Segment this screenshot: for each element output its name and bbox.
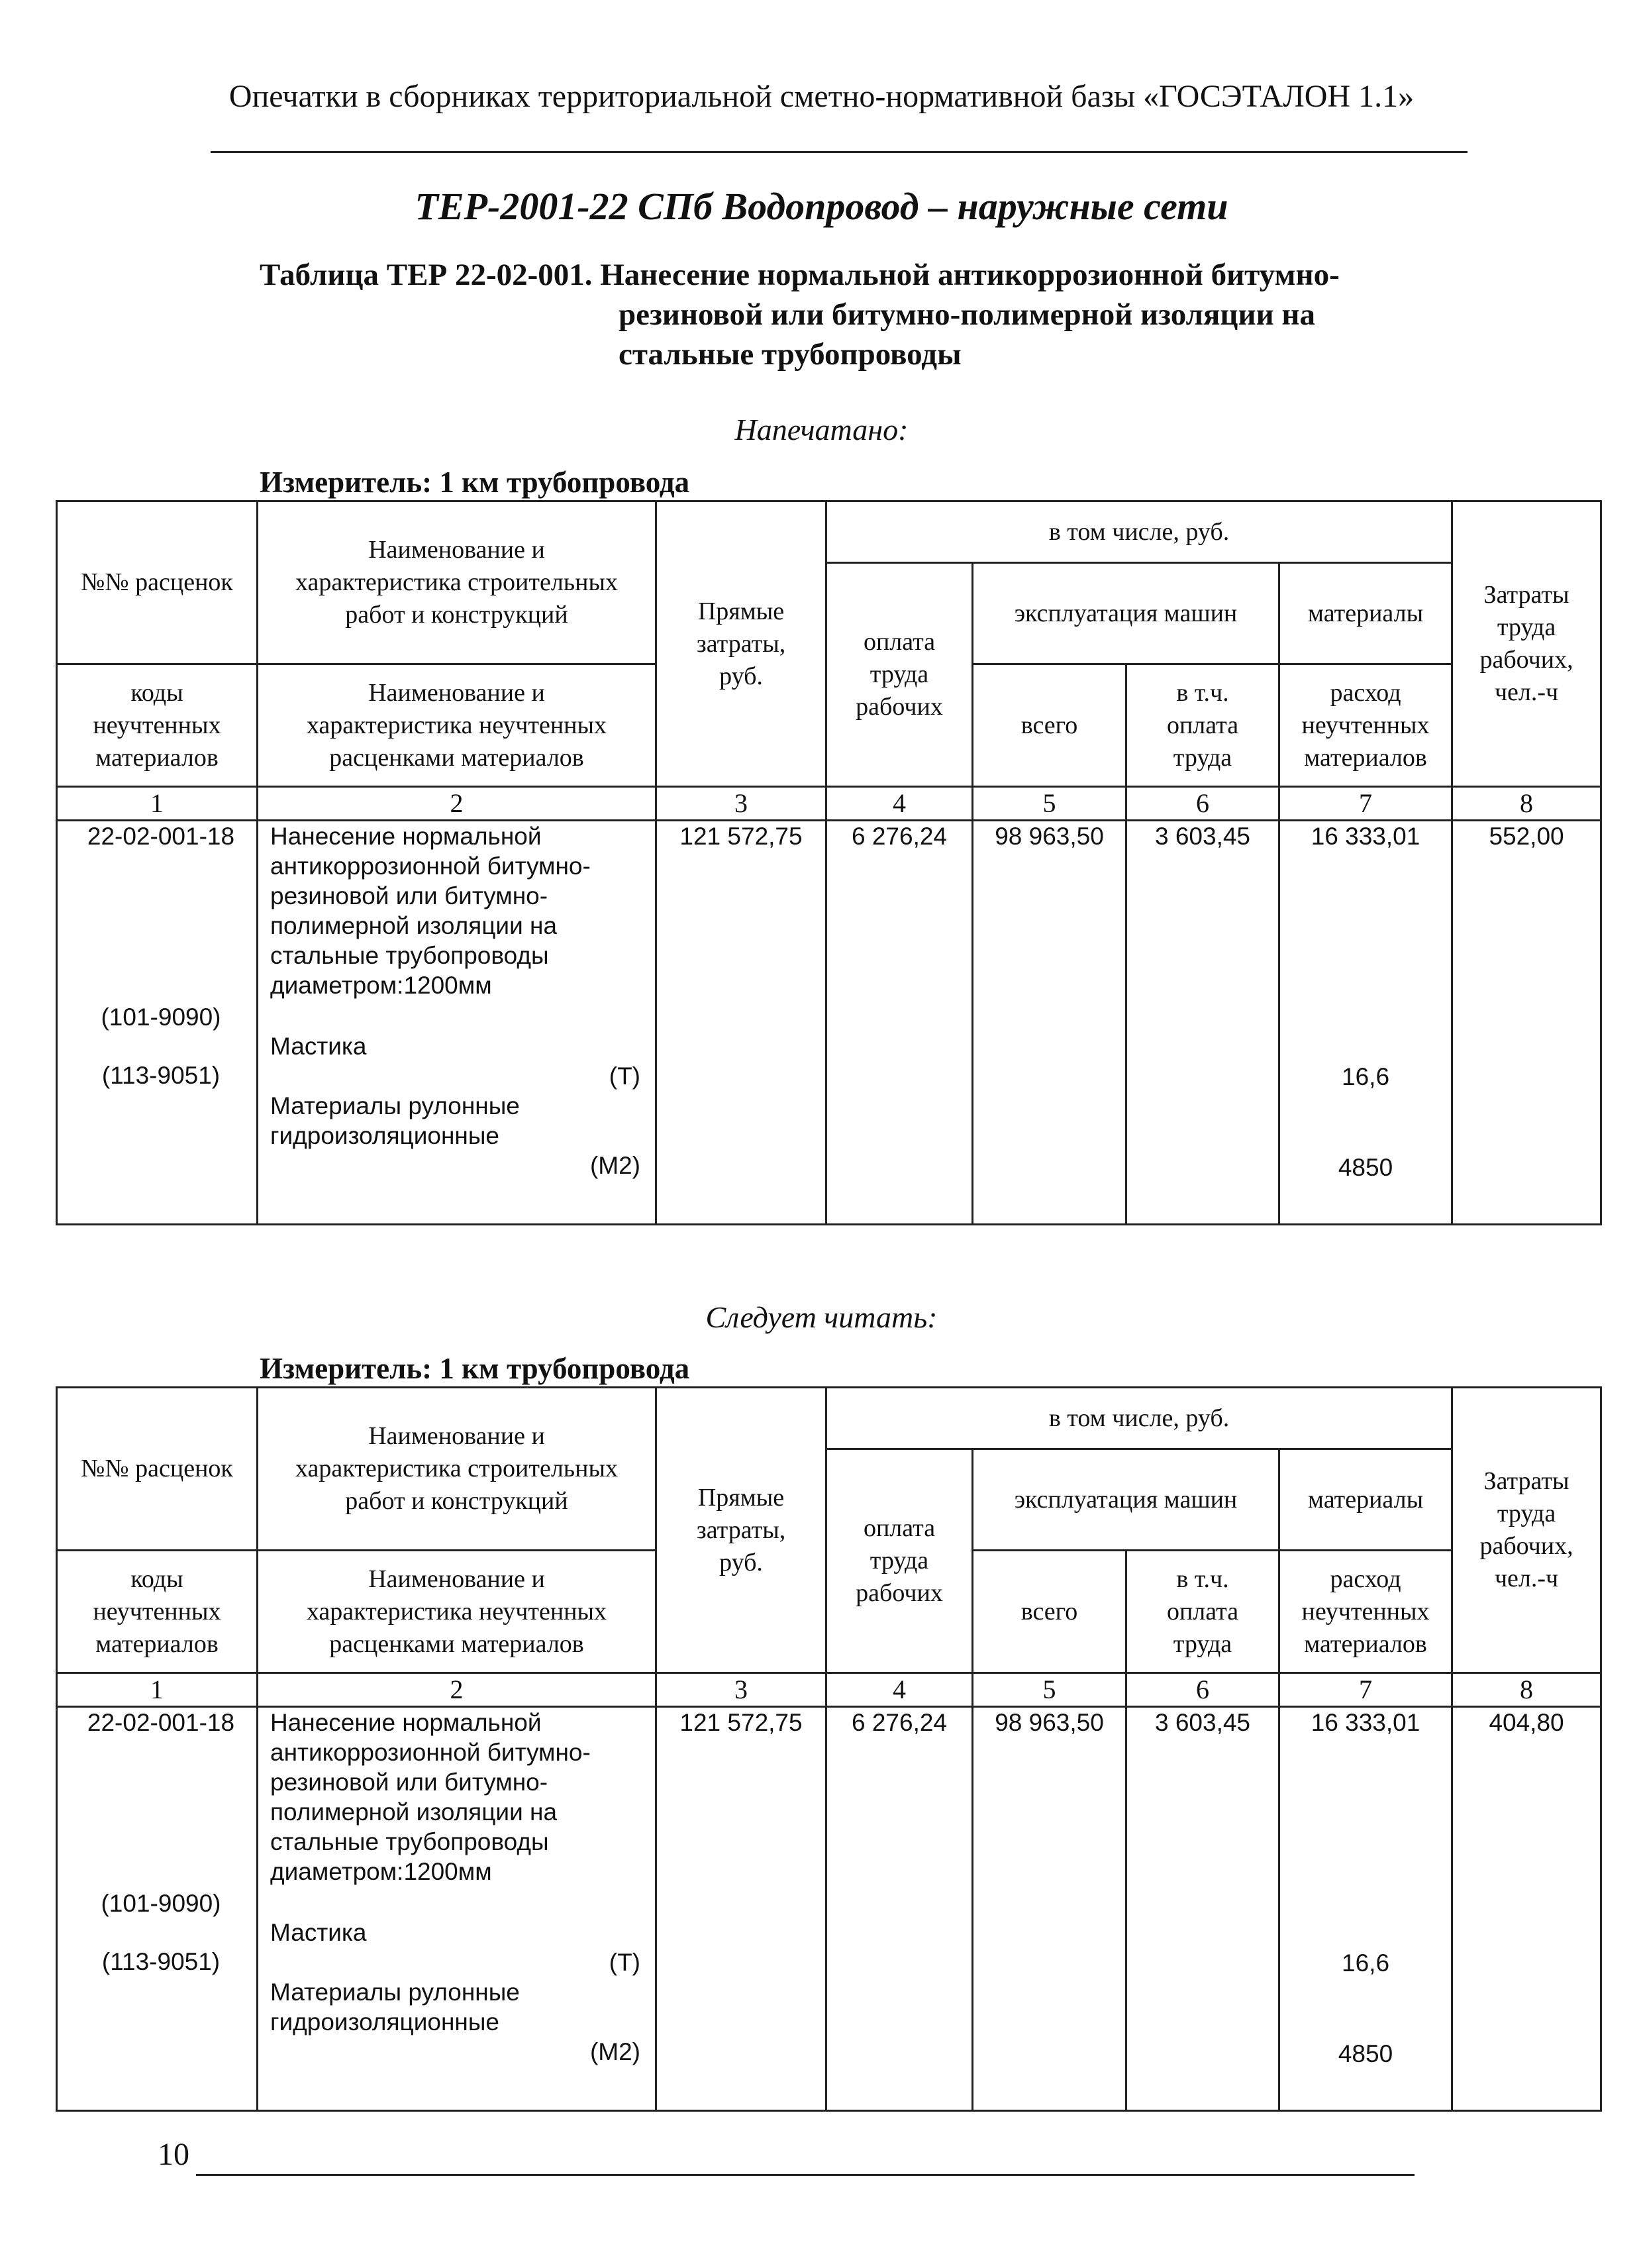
column-header-code: №№ расценок	[57, 501, 258, 664]
running-header: Опечатки в сборниках территориальной сметно-нормативной базы «ГОСЭТАЛОН 1.1»	[228, 79, 1415, 114]
material-code: (113-9051)	[101, 1948, 221, 1975]
column-header-direct-costs: Прямые затраты, руб.	[656, 1388, 826, 1673]
column-header-material-consumption: расход неучтенных материалов	[1279, 1551, 1452, 1673]
material-code: (101-9090)	[101, 1004, 221, 1031]
material-quantity: 16,6	[1342, 1063, 1390, 1090]
column-header-machines-total: всего	[973, 664, 1126, 787]
column-number: 3	[656, 787, 826, 821]
materials-cell	[1279, 1707, 1452, 2111]
labor-effort-value: 552,00	[1452, 821, 1601, 1225]
column-header-labor-pay: оплата труда рабочих	[826, 563, 973, 787]
material-unit: (М2)	[589, 1152, 640, 1179]
column-header-code: №№ расценок	[57, 1388, 258, 1551]
table-title-line-2: резиновой или битумно-полимерной изоляции на	[619, 297, 1315, 332]
rate-code-cell	[57, 1707, 258, 2111]
materials-cell	[1279, 821, 1452, 1225]
column-number: 8	[1452, 1673, 1601, 1707]
labor-pay-value: 6 276,24	[826, 1707, 973, 2111]
rate-name-line: резиновой или битумно-	[270, 1769, 548, 1796]
labor-pay-value: 6 276,24	[826, 821, 973, 1225]
column-header-labor-pay: оплата труда рабочих	[826, 1449, 973, 1673]
rate-name-line: полимерной изоляции на	[270, 912, 558, 939]
material-name: Материалы рулонные	[270, 1092, 520, 1119]
rate-code: 22-02-001-18	[87, 823, 235, 850]
rate-name-line: Нанесение нормальной	[270, 1709, 542, 1736]
rate-name-line: антикоррозионной битумно-	[270, 1739, 591, 1766]
material-unit: (М2)	[589, 2038, 640, 2065]
column-number: 1	[57, 787, 258, 821]
printed-unit-label: Измеритель: 1 км трубопровода	[260, 466, 690, 499]
table-title-line-3: стальные трубопроводы	[619, 337, 962, 372]
column-header-labor-effort: Затраты труда рабочих, чел.-ч	[1452, 1388, 1601, 1673]
material-quantity: 4850	[1338, 1154, 1393, 1181]
material-name: гидроизоляционные	[270, 2008, 499, 2036]
column-number: 2	[258, 787, 656, 821]
column-number: 4	[826, 787, 973, 821]
materials-value: 16 333,01	[1311, 1709, 1420, 1736]
column-header-unaccounted-codes: коды неучтенных материалов	[57, 664, 258, 787]
machines-labor-value: 3 603,45	[1126, 821, 1279, 1225]
column-number: 4	[826, 1673, 973, 1707]
material-name: Материалы рулонные	[270, 1979, 520, 2006]
printed-rates-table	[56, 500, 1602, 1225]
column-number: 7	[1279, 1673, 1452, 1707]
header-divider	[211, 151, 1468, 153]
rate-name-line: диаметром:1200мм	[270, 1858, 492, 1885]
column-number: 3	[656, 1673, 826, 1707]
rate-name-line: резиновой или битумно-	[270, 882, 548, 909]
column-number: 7	[1279, 787, 1452, 821]
column-header-materials: материалы	[1279, 1449, 1452, 1551]
page-number: 10	[158, 2137, 189, 2172]
corrected-unit-label: Измеритель: 1 км трубопровода	[260, 1352, 690, 1385]
column-header-including: в том числе, руб.	[826, 1388, 1452, 1449]
material-name: Мастика	[270, 1919, 367, 1946]
direct-costs-value: 121 572,75	[656, 1707, 826, 2111]
column-number: 6	[1126, 1673, 1279, 1707]
column-header-machines: эксплуатация машин	[973, 563, 1279, 664]
column-header-unaccounted-codes: коды неучтенных материалов	[57, 1551, 258, 1673]
column-header-materials: материалы	[1279, 563, 1452, 664]
column-number: 5	[973, 1673, 1126, 1707]
rate-name-cell	[258, 821, 656, 1225]
labor-effort-value: 404,80	[1452, 1707, 1601, 2111]
material-unit: (Т)	[609, 1062, 640, 1090]
column-header-material-consumption: расход неучтенных материалов	[1279, 664, 1452, 787]
material-code: (101-9090)	[101, 1890, 221, 1917]
corrected-label: Следует читать:	[705, 1300, 938, 1334]
rate-name-line: стальные трубопроводы	[270, 1828, 549, 1855]
direct-costs-value: 121 572,75	[656, 821, 826, 1225]
column-header-machines: эксплуатация машин	[973, 1449, 1279, 1551]
rate-name-line: полимерной изоляции на	[270, 1798, 558, 1826]
column-header-name: Наименование и характеристика строительных работ и конструкций	[258, 1388, 656, 1551]
document-title: ТЕР-2001-22 СПб Водопровод – наружные сети	[415, 185, 1228, 228]
material-quantity: 4850	[1338, 2040, 1393, 2067]
footer-divider	[196, 2174, 1415, 2176]
column-number: 6	[1126, 787, 1279, 821]
corrected-rates-table	[56, 1386, 1602, 2112]
machines-total-value: 98 963,50	[973, 821, 1126, 1225]
material-name: гидроизоляционные	[270, 1122, 499, 1149]
rate-name-line: диаметром:1200мм	[270, 972, 492, 999]
rate-code: 22-02-001-18	[87, 1709, 235, 1736]
table-title	[260, 255, 1340, 374]
machines-total-value: 98 963,50	[973, 1707, 1126, 2111]
column-header-labor-effort: Затраты труда рабочих, чел.-ч	[1452, 501, 1601, 787]
column-number: 5	[973, 787, 1126, 821]
column-number: 1	[57, 1673, 258, 1707]
column-number: 8	[1452, 787, 1601, 821]
column-header-machines-total: всего	[973, 1551, 1126, 1673]
column-header-name: Наименование и характеристика строительных работ и конструкций	[258, 501, 656, 664]
column-header-machines-labor: в т.ч. оплата труда	[1126, 1551, 1279, 1673]
rate-name-line: стальные трубопроводы	[270, 942, 549, 969]
column-number: 2	[258, 1673, 656, 1707]
column-header-direct-costs: Прямые затраты, руб.	[656, 501, 826, 787]
rate-name-line: антикоррозионной битумно-	[270, 852, 591, 880]
machines-labor-value: 3 603,45	[1126, 1707, 1279, 2111]
column-header-unaccounted-names: Наименование и характеристика неучтенных расценками материалов	[258, 664, 656, 787]
rate-name-cell	[258, 1707, 656, 2111]
materials-value: 16 333,01	[1311, 823, 1420, 850]
column-header-unaccounted-names: Наименование и характеристика неучтенных расценками материалов	[258, 1551, 656, 1673]
column-header-machines-labor: в т.ч. оплата труда	[1126, 664, 1279, 787]
material-code: (113-9051)	[101, 1062, 221, 1089]
printed-label: Напечатано:	[734, 413, 909, 446]
column-header-including: в том числе, руб.	[826, 501, 1452, 563]
material-name: Мастика	[270, 1033, 367, 1060]
rate-code-cell	[57, 821, 258, 1225]
table-title-line-1: Таблица ТЕР 22-02-001. Нанесение нормальной антикоррозионной битумно-	[260, 258, 1340, 292]
rate-name-line: Нанесение нормальной	[270, 823, 542, 850]
material-unit: (Т)	[609, 1949, 640, 1976]
material-quantity: 16,6	[1342, 1949, 1390, 1977]
